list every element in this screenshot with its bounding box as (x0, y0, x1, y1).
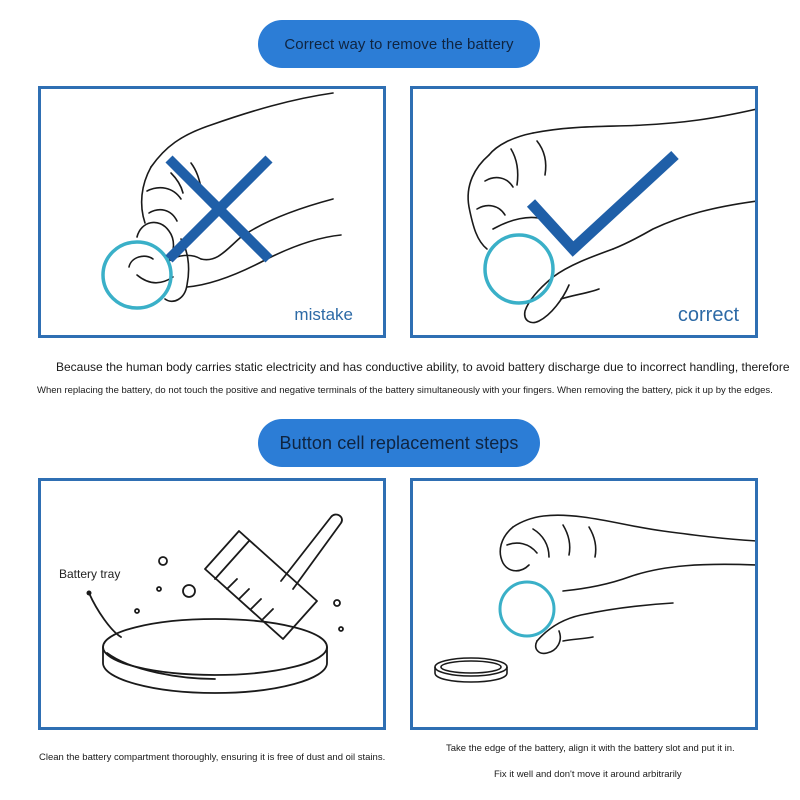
panel-correct (410, 86, 758, 338)
correct-label: correct (677, 304, 739, 326)
hand-inserting-battery-illustration (413, 481, 758, 730)
x-mark-icon (169, 159, 269, 259)
step2-caption-line-2: Fix it well and don't move it around arbitrarily (494, 769, 682, 780)
coin-battery-icon (500, 582, 554, 636)
mistake-label: mistake (294, 305, 353, 324)
battery-tray-label: Battery tray (59, 567, 121, 581)
section-title-steps (258, 419, 540, 467)
section-title-remove-text: Correct way to remove the battery (284, 35, 514, 53)
panel-insert-battery (410, 478, 758, 730)
step2-caption-line-1: Take the edge of the battery, align it with the battery slot and put it in. (446, 743, 735, 754)
check-mark-icon (531, 155, 675, 249)
step1-caption: Clean the battery compartment thoroughly, ensuring it is free of dust and oil stains. (39, 752, 386, 763)
panel-clean-tray (38, 478, 386, 730)
hand-holding-battery-edges-illustration (413, 89, 758, 338)
coin-battery-icon (485, 235, 553, 303)
hand-pinching-battery-faces-illustration (41, 89, 386, 338)
brush-cleaning-tray-illustration (41, 481, 386, 730)
notice-line-2: When replacing the battery, do not touch the positive and negative terminals of the battery simultaneously with your fingers. When removing the battery, pick it up by the edges. (37, 385, 773, 396)
notice-line-1: Because the human body carries static electricity and has conductive ability, to avoid battery discharge due to incorrect handling, therefore (56, 360, 790, 374)
section-title-steps-text: Button cell replacement steps (279, 432, 519, 453)
battery-slot-icon (435, 658, 507, 682)
brush-icon (205, 531, 317, 639)
section-title-remove (258, 20, 540, 68)
panel-mistake (38, 86, 386, 338)
